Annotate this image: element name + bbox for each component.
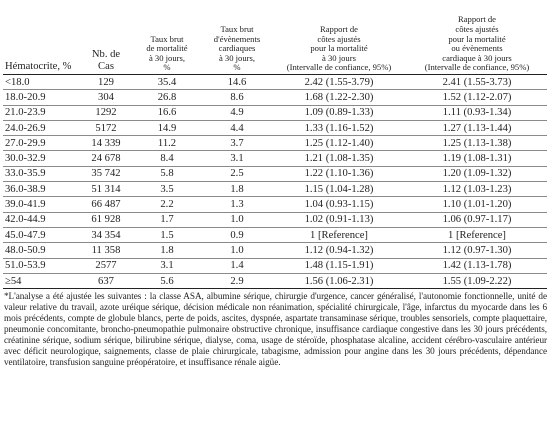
adjusted-mortality-or: 1.33 (1.16-1.52) xyxy=(271,120,407,135)
adjusted-mortality-cardiac-or: 1.55 (1.09-2.22) xyxy=(407,273,547,288)
case-count: 1292 xyxy=(81,105,131,120)
adjusted-mortality-cardiac-or: 1.27 (1.13-1.44) xyxy=(407,120,547,135)
crude-mortality: 3.1 xyxy=(131,258,203,273)
adjusted-mortality-cardiac-or: 1.10 (1.01-1.20) xyxy=(407,197,547,212)
adjusted-mortality-or: 1.48 (1.15-1.91) xyxy=(271,258,407,273)
hematocrit-mortality-table xyxy=(3,2,547,289)
adjusted-mortality-or: 1.25 (1.12-1.40) xyxy=(271,136,407,151)
adjusted-mortality-cardiac-or: 1.19 (1.08-1.31) xyxy=(407,151,547,166)
table-row xyxy=(3,105,547,120)
hematocrit-range: 51.0-53.9 xyxy=(3,258,81,273)
header-line: à 30 jours, xyxy=(148,52,186,63)
hematocrit-range: 24.0-26.9 xyxy=(3,120,81,135)
header-line: Rapport de xyxy=(320,24,358,35)
adjusted-mortality-cardiac-or: 1.11 (0.93-1.34) xyxy=(407,105,547,120)
header-hematocrit xyxy=(3,2,81,75)
crude-mortality: 3.5 xyxy=(131,182,203,197)
case-count: 61 928 xyxy=(81,212,131,227)
table-row xyxy=(3,227,547,242)
crude-cardiac-events: 8.6 xyxy=(203,90,271,105)
case-count: 14 339 xyxy=(81,136,131,151)
table-row xyxy=(3,197,547,212)
crude-mortality: 16.6 xyxy=(131,105,203,120)
header-case-count xyxy=(81,2,131,75)
table-row xyxy=(3,273,547,288)
header-line: Nb. de xyxy=(91,49,121,60)
header-line: cardiaque à 30 jours xyxy=(442,52,512,63)
crude-cardiac-events: 1.8 xyxy=(203,182,271,197)
crude-cardiac-events: 4.4 xyxy=(203,120,271,135)
case-count: 129 xyxy=(81,75,131,90)
crude-mortality: 1.7 xyxy=(131,212,203,227)
crude-mortality: 11.2 xyxy=(131,136,203,151)
adjusted-mortality-or: 1.22 (1.10-1.36) xyxy=(271,166,407,181)
adjusted-mortality-or: 1 [Reference] xyxy=(271,227,407,242)
adjusted-mortality-cardiac-or: 1.12 (1.03-1.23) xyxy=(407,182,547,197)
adjusted-mortality-or: 2.42 (1.55-3.79) xyxy=(271,75,407,90)
crude-cardiac-events: 2.9 xyxy=(203,273,271,288)
header-adjusted-mortality-or xyxy=(271,2,407,75)
case-count: 34 354 xyxy=(81,227,131,242)
header-line: pour la mortalité xyxy=(448,33,506,44)
adjusted-mortality-or: 1.12 (0.94-1.32) xyxy=(271,243,407,258)
hematocrit-range: 48.0-50.9 xyxy=(3,243,81,258)
table-row xyxy=(3,75,547,90)
header-line: Taux brut xyxy=(220,24,254,35)
header-crude-mortality xyxy=(131,2,203,75)
hematocrit-range: 36.0-38.9 xyxy=(3,182,81,197)
hematocrit-range: 45.0-47.9 xyxy=(3,227,81,242)
hematocrit-range: 27.0-29.9 xyxy=(3,136,81,151)
hematocrit-range: 21.0-23.9 xyxy=(3,105,81,120)
adjusted-mortality-or: 1.04 (0.93-1.15) xyxy=(271,197,407,212)
crude-mortality: 1.5 xyxy=(131,227,203,242)
header-line: ou évènements xyxy=(451,43,503,54)
table-row xyxy=(3,151,547,166)
case-count: 24 678 xyxy=(81,151,131,166)
table-row xyxy=(3,90,547,105)
table-row xyxy=(3,166,547,181)
footnote: *L'analyse a été ajustée les suivantes : la classe ASA, albumine sérique, chirurgie d'urgence, cancer généralisé, l'autonomie fonctionnelle, unité de valeur relative du travail, azote uréique sérique, décision médicale non réanimation, spécialité chirurgicale, l'âge, infarctus du myocarde dans les 6 mois précédents, compte de globule blancs, perte de poids, ascites, dyspnée, aspartate transaminase sérique, troubles sensoriels, compte plaquettaire, pneumonie concomitante, broncho-pneumopathie pulmonaire obstructive chronique, insuffisance cardiaque congestive dans les 30 jours précédents, créatinine sérique, sodium sérique, bilirubine sérique, dialyse, coma, usage de stéroïde, phosphatase alcaline, accident cérébro-vasculaire antérieur avec déficit neurologique, saignements, classe de plaie chirurgicale, tabagisme, admission pour angine dans les 30 jours précédents, dépendance ventilatoire, transfusion sanguine préopératoire, et insuffisance rénale aigüe. xyxy=(4,291,547,367)
header-adjusted-mortality-cardiac-or xyxy=(407,2,547,75)
hematocrit-range: 30.0-32.9 xyxy=(3,151,81,166)
crude-cardiac-events: 14.6 xyxy=(203,75,271,90)
crude-cardiac-events: 1.3 xyxy=(203,197,271,212)
case-count: 51 314 xyxy=(81,182,131,197)
adjusted-mortality-cardiac-or: 1.20 (1.09-1.32) xyxy=(407,166,547,181)
hematocrit-range: 18.0-20.9 xyxy=(3,90,81,105)
hematocrit-range: 42.0-44.9 xyxy=(3,212,81,227)
header-line: Taux brut xyxy=(150,33,184,44)
header-crude-cardiac-events xyxy=(203,2,271,75)
case-count: 35 742 xyxy=(81,166,131,181)
adjusted-mortality-cardiac-or: 1.42 (1.13-1.78) xyxy=(407,258,547,273)
adjusted-mortality-or: 1.21 (1.08-1.35) xyxy=(271,151,407,166)
adjusted-mortality-cardiac-or: 1 [Reference] xyxy=(407,227,547,242)
adjusted-mortality-or: 1.68 (1.22-2.30) xyxy=(271,90,407,105)
crude-mortality: 1.8 xyxy=(131,243,203,258)
header-line: à 30 jours, xyxy=(218,52,256,63)
header-line: % xyxy=(233,62,241,73)
hematocrit-range: 33.0-35.9 xyxy=(3,166,81,181)
adjusted-mortality-cardiac-or: 1.06 (0.97-1.17) xyxy=(407,212,547,227)
hematocrit-range: ≥54 xyxy=(3,273,81,288)
case-count: 66 487 xyxy=(81,197,131,212)
table-row xyxy=(3,120,547,135)
table-row xyxy=(3,182,547,197)
crude-cardiac-events: 0.9 xyxy=(203,227,271,242)
case-count: 5172 xyxy=(81,120,131,135)
table-body xyxy=(3,75,547,289)
crude-mortality: 2.2 xyxy=(131,197,203,212)
document xyxy=(3,2,547,368)
crude-cardiac-events: 3.1 xyxy=(203,151,271,166)
crude-mortality: 5.8 xyxy=(131,166,203,181)
crude-mortality: 14.9 xyxy=(131,120,203,135)
hematocrit-range: 39.0-41.9 xyxy=(3,197,81,212)
table-row xyxy=(3,258,547,273)
case-count: 11 358 xyxy=(81,243,131,258)
crude-mortality: 5.6 xyxy=(131,273,203,288)
header-line: pour la mortalité xyxy=(310,43,368,54)
crude-cardiac-events: 2.5 xyxy=(203,166,271,181)
crude-cardiac-events: 3.7 xyxy=(203,136,271,151)
header-line: côtes ajustés xyxy=(455,24,499,35)
header-line: Cas xyxy=(98,61,114,72)
header-line: % xyxy=(163,62,171,73)
case-count: 304 xyxy=(81,90,131,105)
adjusted-mortality-cardiac-or: 1.12 (0.97-1.30) xyxy=(407,243,547,258)
crude-mortality: 35.4 xyxy=(131,75,203,90)
adjusted-mortality-cardiac-or: 1.52 (1.12-2.07) xyxy=(407,90,547,105)
case-count: 637 xyxy=(81,273,131,288)
header-line: cardiaques xyxy=(218,43,256,54)
crude-cardiac-events: 1.4 xyxy=(203,258,271,273)
crude-cardiac-events: 4.9 xyxy=(203,105,271,120)
crude-cardiac-events: 1.0 xyxy=(203,212,271,227)
adjusted-mortality-or: 1.56 (1.06-2.31) xyxy=(271,273,407,288)
crude-cardiac-events: 1.0 xyxy=(203,243,271,258)
header-row xyxy=(3,2,547,75)
crude-mortality: 26.8 xyxy=(131,90,203,105)
adjusted-mortality-or: 1.02 (0.91-1.13) xyxy=(271,212,407,227)
case-count: 2577 xyxy=(81,258,131,273)
hematocrit-range: <18.0 xyxy=(3,75,81,90)
header-line: Hématocrite, % xyxy=(5,61,72,72)
header-line: Rapport de xyxy=(458,14,496,25)
header-line: de mortalité xyxy=(146,43,188,54)
adjusted-mortality-cardiac-or: 2.41 (1.55-3.73) xyxy=(407,75,547,90)
header-line: (Intervalle de confiance, 95%) xyxy=(286,62,392,73)
header-line: à 30 jours xyxy=(322,52,356,63)
header-line: (Intervalle de confiance, 95%) xyxy=(424,62,530,73)
header-line: d'évènements xyxy=(213,33,261,44)
header-line: côtes ajustés xyxy=(317,33,361,44)
adjusted-mortality-or: 1.15 (1.04-1.28) xyxy=(271,182,407,197)
crude-mortality: 8.4 xyxy=(131,151,203,166)
adjusted-mortality-or: 1.09 (0.89-1.33) xyxy=(271,105,407,120)
table-row xyxy=(3,136,547,151)
adjusted-mortality-cardiac-or: 1.25 (1.13-1.38) xyxy=(407,136,547,151)
table-row xyxy=(3,243,547,258)
table-row xyxy=(3,212,547,227)
